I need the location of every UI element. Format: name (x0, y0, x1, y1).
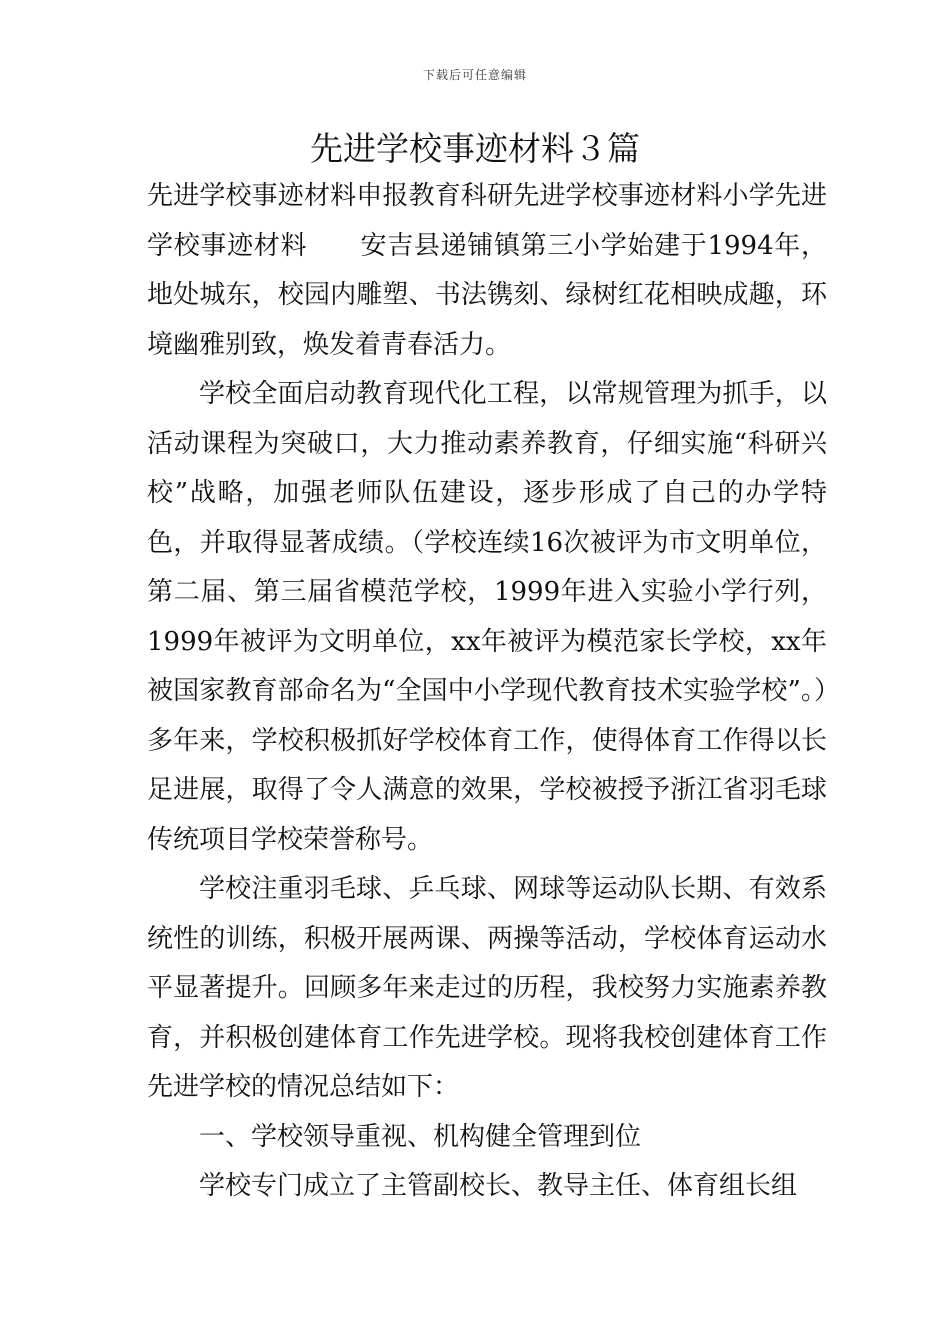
header-note: 下载后可任意编辑 (422, 68, 527, 82)
paragraph-leadership: 学校专门成立了主管副校长、教导主任、体育组长组 (199, 1171, 798, 1201)
paragraph-intro: 先进学校事迹材料申报教育科研先进学校事迹材料小学先进学校事迹材料 安吉县递铺镇第三小学始建于1994年，地处城东，校园内雕塑、书法镌刻、绿树红花相映成趣，环境幽雅别致，焕发着青春活力。 (147, 181, 827, 360)
section-heading-leadership: 一、学校领导重视、机构健全管理到位 (199, 1121, 642, 1152)
paragraph-sports-training: 学校注重羽毛球、乒乓球、网球等运动队长期、有效系统性的训练，积极开展两课、两操等活动，学校体育运动水平显著提升。回顾多年来走过的历程，我校努力实施素养教育，并积极创建体育工作先进学校。现将我校创建体育工作先进学校的情况总结如下： (147, 874, 827, 1102)
document-body (147, 172, 854, 1212)
document-title: 先进学校事迹材料３篇 (310, 129, 640, 168)
paragraph-school-overview: 学校全面启动教育现代化工程，以常规管理为抓手，以活动课程为突破口，大力推动素养教育，仔细实施“科研兴校”战略，加强老师队伍建设，逐步形成了自己的办学特色，并取得显著成绩。（学校连续16次被评为市文明单位，第二届、第三届省模范学校，1999年进入实验小学行列，1999年被评为文明单位，xx年被评为模范家长学校，xx年被国家教育部命名为“全国中小学现代教育技术实验学校”。） 多年来，学校积极抓好学校体育工作，使得体育工作得以长足进展，取得了令人满意的效果，学校被授予浙江省羽毛球传统项目学校荣誉称号。 (147, 379, 854, 855)
